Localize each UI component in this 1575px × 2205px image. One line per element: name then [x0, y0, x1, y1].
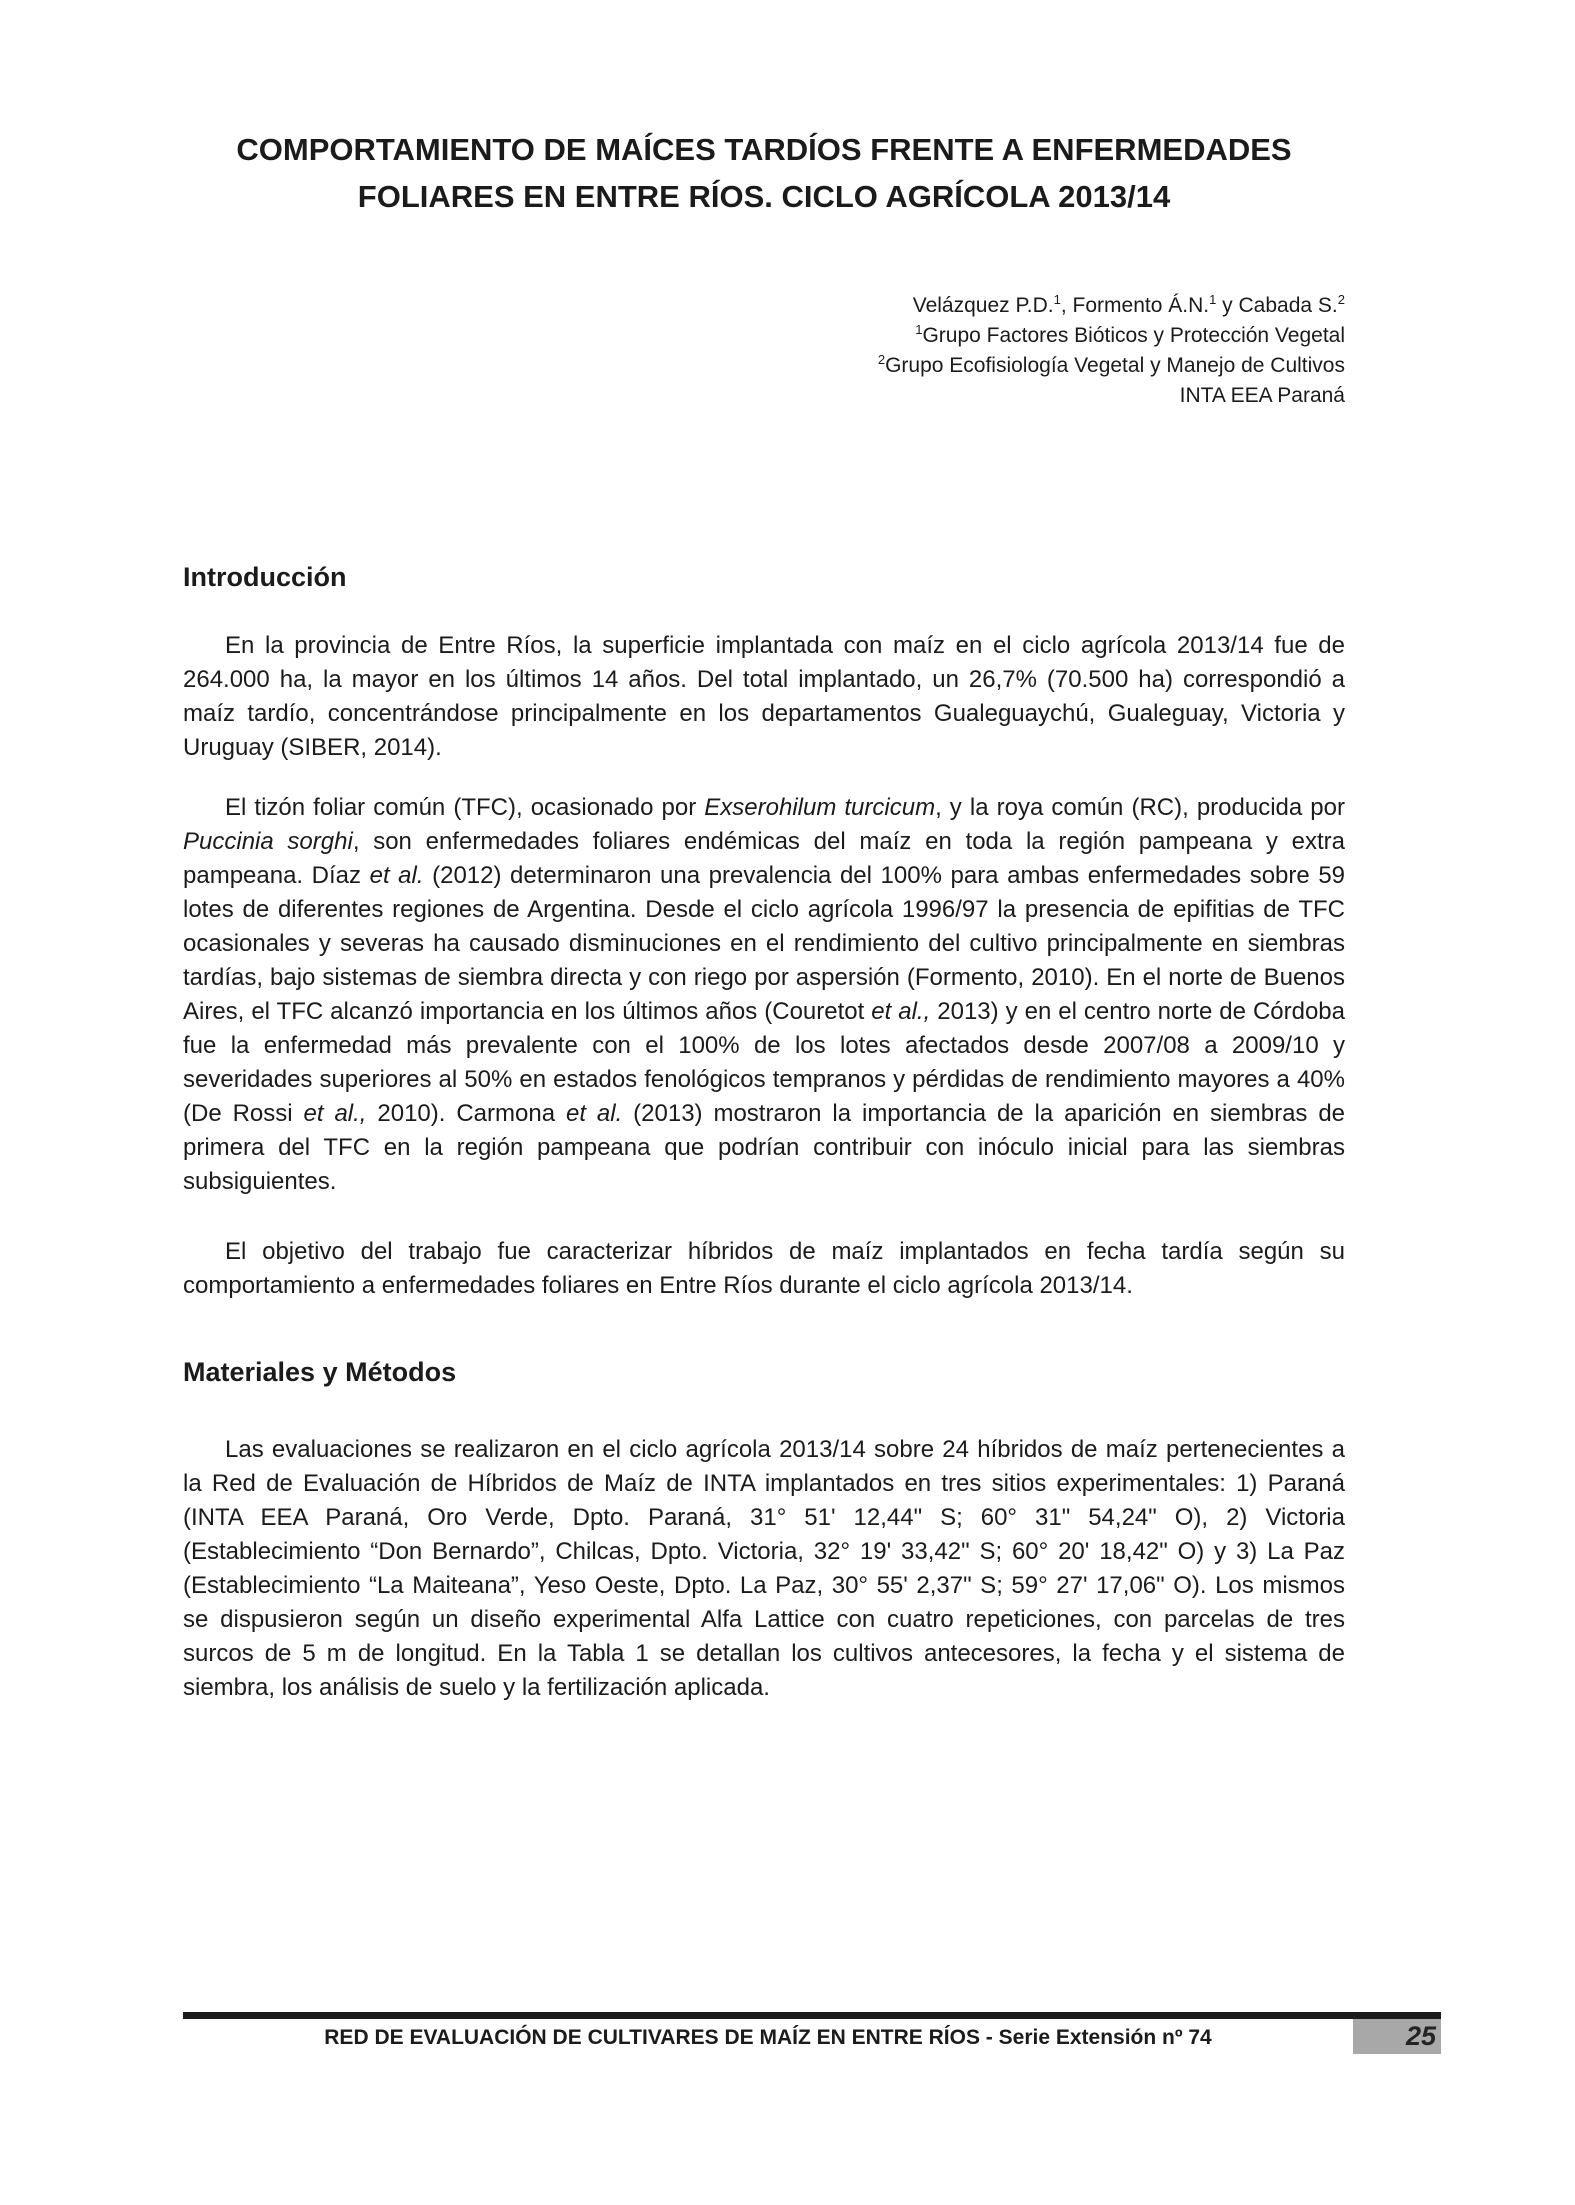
page-number: 25 — [1405, 2021, 1436, 2051]
title-line-2: FOLIARES EN ENTRE RÍOS. CICLO AGRÍCOLA 2013/14 — [357, 179, 1171, 214]
intro-paragraph-2: El tizón foliar común (TFC), ocasionado por Exserohilum turcicum, y la roya común (RC), producida por Puccinia sorghi, son enfermedades foliares endémicas del maíz en toda la región pampeana y extra pampeana. Díaz et al. (2012) determinaron una prevalencia del 100% para ambas enfermedades sobre 59 lotes de diferentes regiones de Argentina. Desde el ciclo agrícola 1996/97 la presencia de epifitias de TFC ocasionales y severas ha causado disminuciones en el rendimiento del cultivo principalmente en siembras tardías, bajo sistemas de siembra directa y con riego por aspersión (Formento, 2010). En el norte de Buenos Aires, el TFC alcanzó importancia en los últimos años (Couretot et al., 2013) y en el centro norte de Córdoba fue la enfermedad más prevalente con el 100% de los lotes afectados desde 2007/08 a 2009/10 y severidades superiores al 50% en estados fenológicos tempranos y pérdidas de rendimiento mayores a 40% (De Rossi et al., 2010). Carmona et al. (2013) mostraron la importancia de la aparición en siembras de primera del TFC en la región pampeana que podrían contribuir con inóculo inicial para las siembras subsiguientes. — [183, 794, 1346, 1195]
institute-line: INTA EEA Paraná — [1179, 384, 1345, 407]
intro-paragraph-3: El objetivo del trabajo fue caracterizar híbridos de maíz implantados en fecha tardía según su comportamiento a enfermedades foliares en Entre Ríos durante el ciclo agrícola 2013/14. — [183, 1238, 1345, 1299]
footer-series-text: RED DE EVALUACIÓN DE CULTIVARES DE MAÍZ EN ENTRE RÍOS - Serie Extensión nº 74 — [324, 2026, 1212, 2049]
intro-paragraph-1: En la provincia de Entre Ríos, la superficie implantada con maíz en el ciclo agrícola 2013/14 fue de 264.000 ha, la mayor en los últimos 14 años. Del total implantado, un 26,7% (70.500 ha) correspondió a maíz tardío, concentrándose principalmente en los departamentos Gualeguaychú, Gualeguay, Victoria y Uruguay (SIBER, 2014). — [183, 632, 1345, 761]
page-number-badge — [1353, 2012, 1441, 2054]
section-heading-introduccion: Introducción — [183, 562, 347, 592]
section-heading-materiales-y-metodos: Materiales y Métodos — [183, 1357, 457, 1387]
page-title — [183, 126, 1345, 220]
affiliation-2: $^2$Grupo Ecofisiología Vegetal y Manejo de Cultivos — [877, 352, 1345, 377]
title-line-1: COMPORTAMIENTO DE MAÍCES TARDÍOS FRENTE A ENFERMEDADES — [236, 132, 1292, 167]
materiales-paragraph-1: Las evaluaciones se realizaron en el ciclo agrícola 2013/14 sobre 24 híbridos de maíz pertenecientes a la Red de Evaluación de Híbridos de Maíz de INTA implantados en tres sitios experimentales: 1) Paraná (INTA EEA Paraná, Oro Verde, Dpto. Paraná, 31° 51' 12,44" S; 60° 31" 54,24" O), 2) Victoria (Establecimiento “Don Bernardo”, Chilcas, Dpto. Victoria, 32° 19' 33,42" S; 60° 20' 18,42" O) y 3) La Paz (Establecimiento “La Maiteana”, Yeso Oeste, Dpto. La Paz, 30° 55' 2,37" S; 59° 27' 17,06" O). Los mismos se dispusieron según un diseño experimental Alfa Lattice con cuatro repeticiones, con parcelas de tres surcos de 5 m de longitud. En la Tabla 1 se detallan los cultivos antecesores, la fecha y el sistema de siembra, los análisis de suelo y la fertilización aplicada. — [183, 1436, 1345, 1701]
authors-line: Velázquez P.D.$^1$, Formento Á.N.$^1$ y Cabada S.$^2$ — [912, 292, 1345, 317]
affiliation-1: $^1$Grupo Factores Bióticos y Protección Vegetal — [915, 322, 1345, 347]
byline — [183, 291, 1345, 411]
footer-rule — [183, 2012, 1353, 2019]
